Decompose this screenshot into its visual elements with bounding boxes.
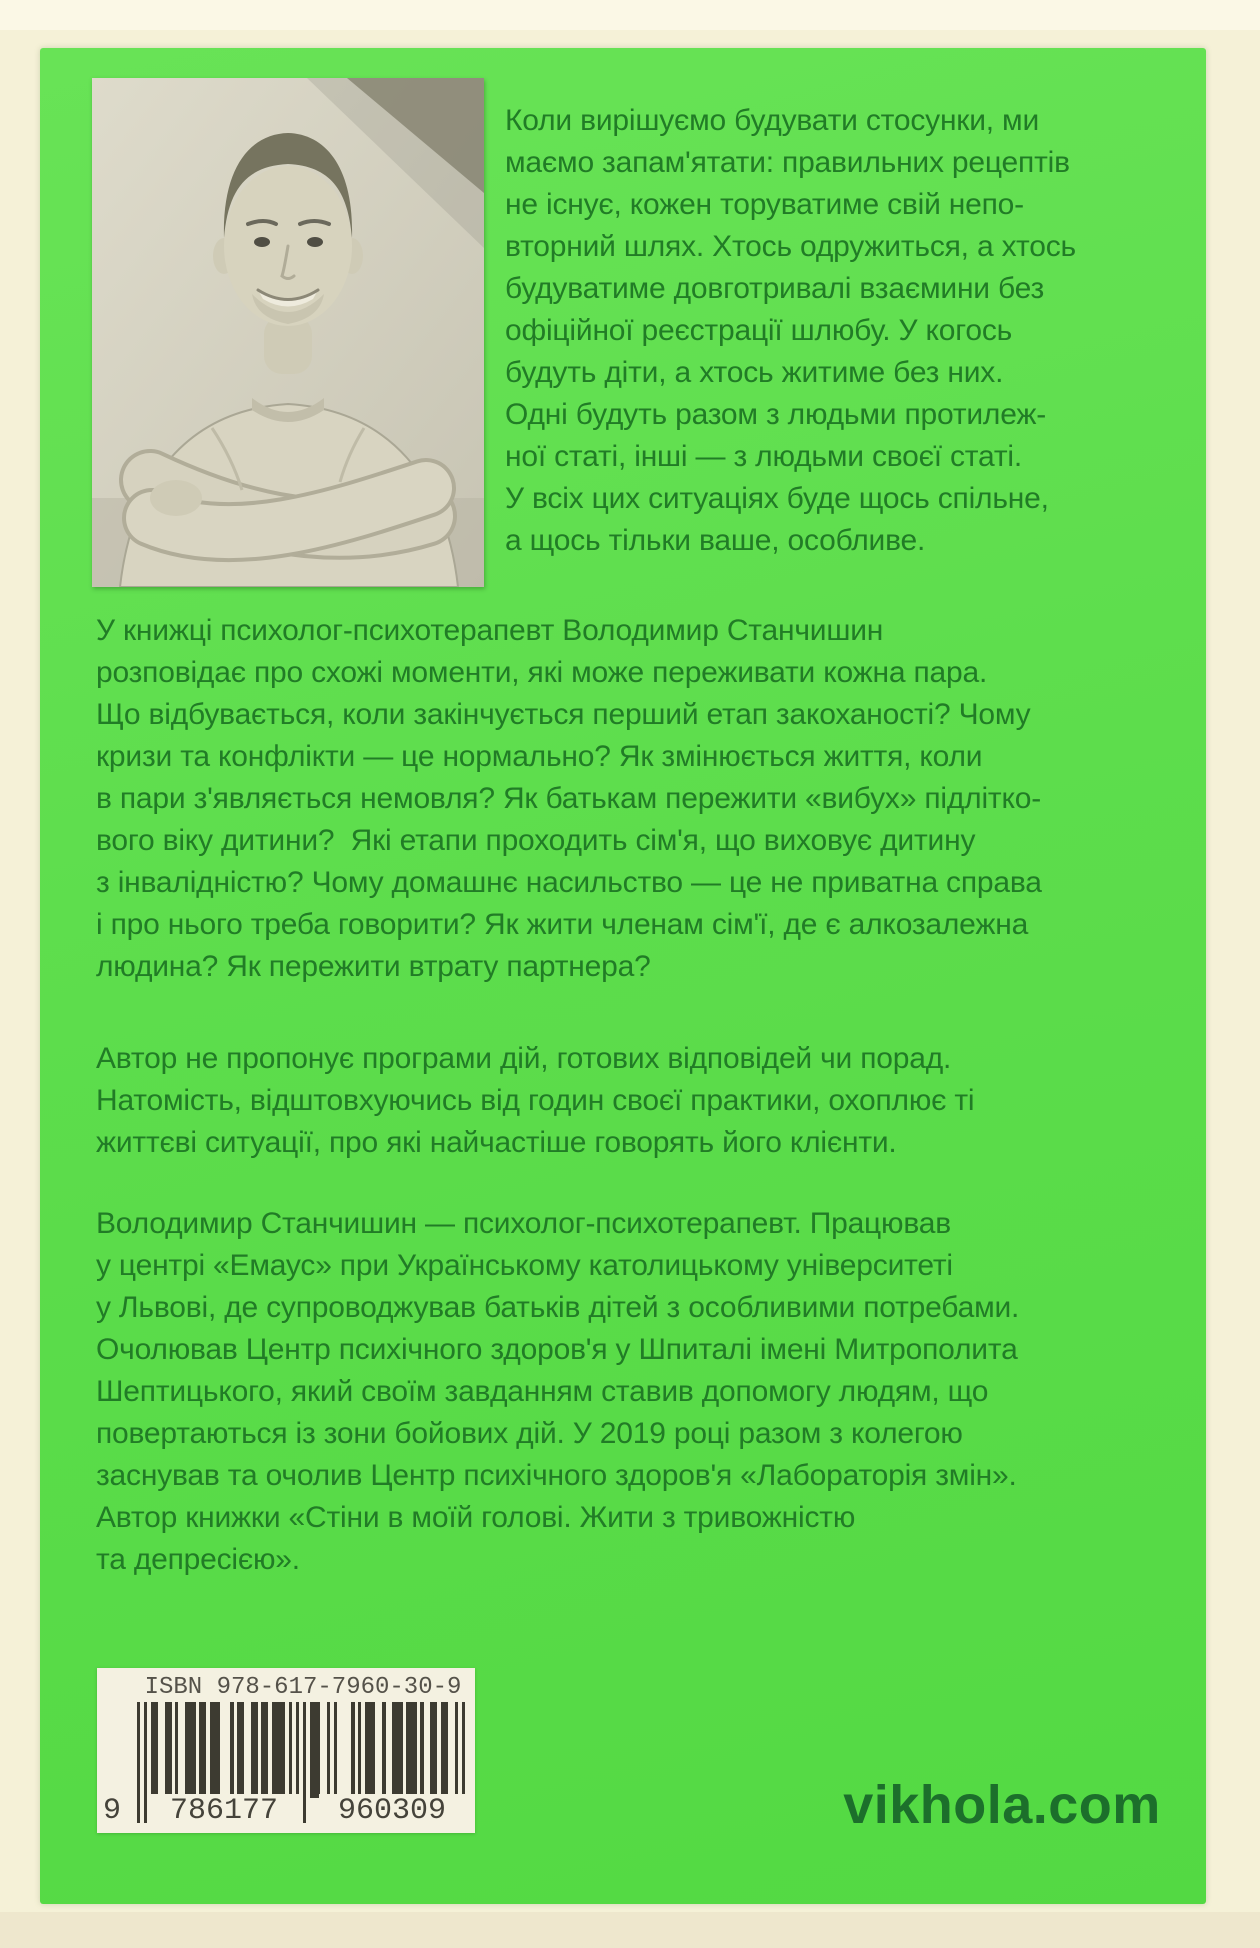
author-bio-paragraph [96,1203,1019,1581]
barcode-bar [441,1702,448,1798]
author-approach-paragraph [96,1038,974,1164]
barcode-bar [289,1702,292,1798]
publisher-website: vikhola.com [843,1775,1161,1835]
text-line: будуть діти, а хтось житиме без них. [505,356,1004,389]
text-line: у центрі «Емаус» при Українському католицькому університеті [96,1249,953,1282]
text-line: з інвалідністю? Чому домашнє насильство — це не приватна справа [96,866,1042,899]
barcode-bar [185,1702,195,1798]
text-line: в пари з'являється немовля? Як батькам пережити «вибух» підлітко- [96,782,1041,815]
barcode-bar [430,1702,437,1798]
author-photo [92,78,484,587]
text-line: У книжці психолог-психотерапевт Володимир Станчишин [96,614,884,647]
text-line: людина? Як пережити втрату партнера? [96,950,651,983]
barcode-bar [382,1702,385,1798]
book-summary-paragraph [96,610,1042,988]
text-line: Одні будуть разом з людьми протилеж- [505,398,1047,431]
text-line: вторний шлях. Хтось одружиться, а хтось [505,230,1076,263]
text-line: заснував та очолив Центр психічного здоров'я «Лабораторія змін». [96,1459,1017,1492]
text-line: маємо запам'ятати: правильних рецептів [505,146,1070,179]
barcode-bar [151,1702,158,1798]
isbn-barcode [97,1668,475,1833]
barcode-bar [230,1702,233,1798]
isbn-number: ISBN 978-617-7960-30-9 [144,1674,462,1701]
text-line: вого віку дитини? Які етапи проходить сім'я, що виховує дитину [96,824,976,857]
eye-right [307,237,323,247]
text-line: та депресією». [96,1543,300,1576]
barcode-bar [237,1702,244,1798]
barcode-digit-group: 960309 [319,1794,465,1828]
barcode-bar [251,1702,258,1798]
text-line: Шептицького, який своїм завданням ставив допомогу людям, що [96,1375,989,1408]
barcode-bar [365,1702,375,1798]
barcode-bar [392,1702,402,1798]
barcode-bar [351,1702,354,1798]
barcode-bar [358,1702,361,1798]
text-line: Автор не пропонує програми дій, готових відповідей чи порад. [96,1042,952,1075]
text-line: і про нього треба говорити? Як жити членам сім'ї, де є алкозалежна [96,908,1029,941]
barcode-bar [165,1702,172,1798]
text-line: Натомість, відштовхуючись від годин своєї практики, охоплює ті [96,1084,975,1117]
text-line: будуватиме довготривалі взаємини без [505,272,1045,305]
barcode-bar [334,1702,337,1798]
text-line: у Львові, де супроводжував батьків дітей з особливими потребами. [96,1291,1020,1324]
barcode-digit-group: 9 [103,1794,122,1828]
text-line: життєві ситуації, про які найчастіше говорять його клієнти. [96,1126,897,1159]
text-line: Автор книжки «Стіни в моїй голові. Жити з тривожністю [96,1501,856,1534]
barcode-digits [97,1794,475,1826]
barcode-bar [310,1702,320,1798]
text-line: розповідає про схожі моменти, які може переживати кожна пара. [96,656,988,689]
eye-left [254,237,270,247]
text-line: У всіх цих ситуаціях буде щось спільне, [505,482,1049,515]
scan-edge-bottom [0,1912,1260,1948]
text-line: повертаються із зони бойових дій. У 2019 році разом з колегою [96,1417,963,1450]
barcode-bar [261,1702,268,1798]
barcode-digit-group: 786177 [149,1794,299,1828]
text-line: офіційної реєстрації шлюбу. У когось [505,314,1013,347]
hand [150,480,202,516]
text-line: не існує, кожен торуватиме свій непо- [505,188,1024,221]
text-line: Що відбувається, коли закінчується перший етап закоханості? Чому [96,698,1031,731]
barcode-bar [327,1702,330,1798]
author-portrait-graphic [92,78,484,587]
scan-edge-top [0,0,1260,30]
text-line: Коли вирішуємо будувати стосунки, ми [505,104,1040,137]
barcode-bar [199,1702,206,1798]
intro-paragraph [505,100,1076,562]
text-line: Володимир Станчишин — психолог-психотерапевт. Працював [96,1207,951,1240]
text-line: а щось тільки ваше, особливе. [505,524,926,557]
barcode-bar [175,1702,178,1798]
text-line: ної статі, інші — з людьми своєї статі. [505,440,1022,473]
barcode-bar [272,1702,286,1798]
book-back-cover [40,48,1206,1904]
barcode-bar [420,1702,423,1798]
text-line: кризи та конфлікти — це нормально? Як змінюється життя, коли [96,740,983,773]
barcode-bar [406,1702,416,1798]
text-line: Очолював Центр психічного здоров'я у Шпиталі імені Митрополита [96,1333,1018,1366]
barcode-bar [210,1702,220,1798]
